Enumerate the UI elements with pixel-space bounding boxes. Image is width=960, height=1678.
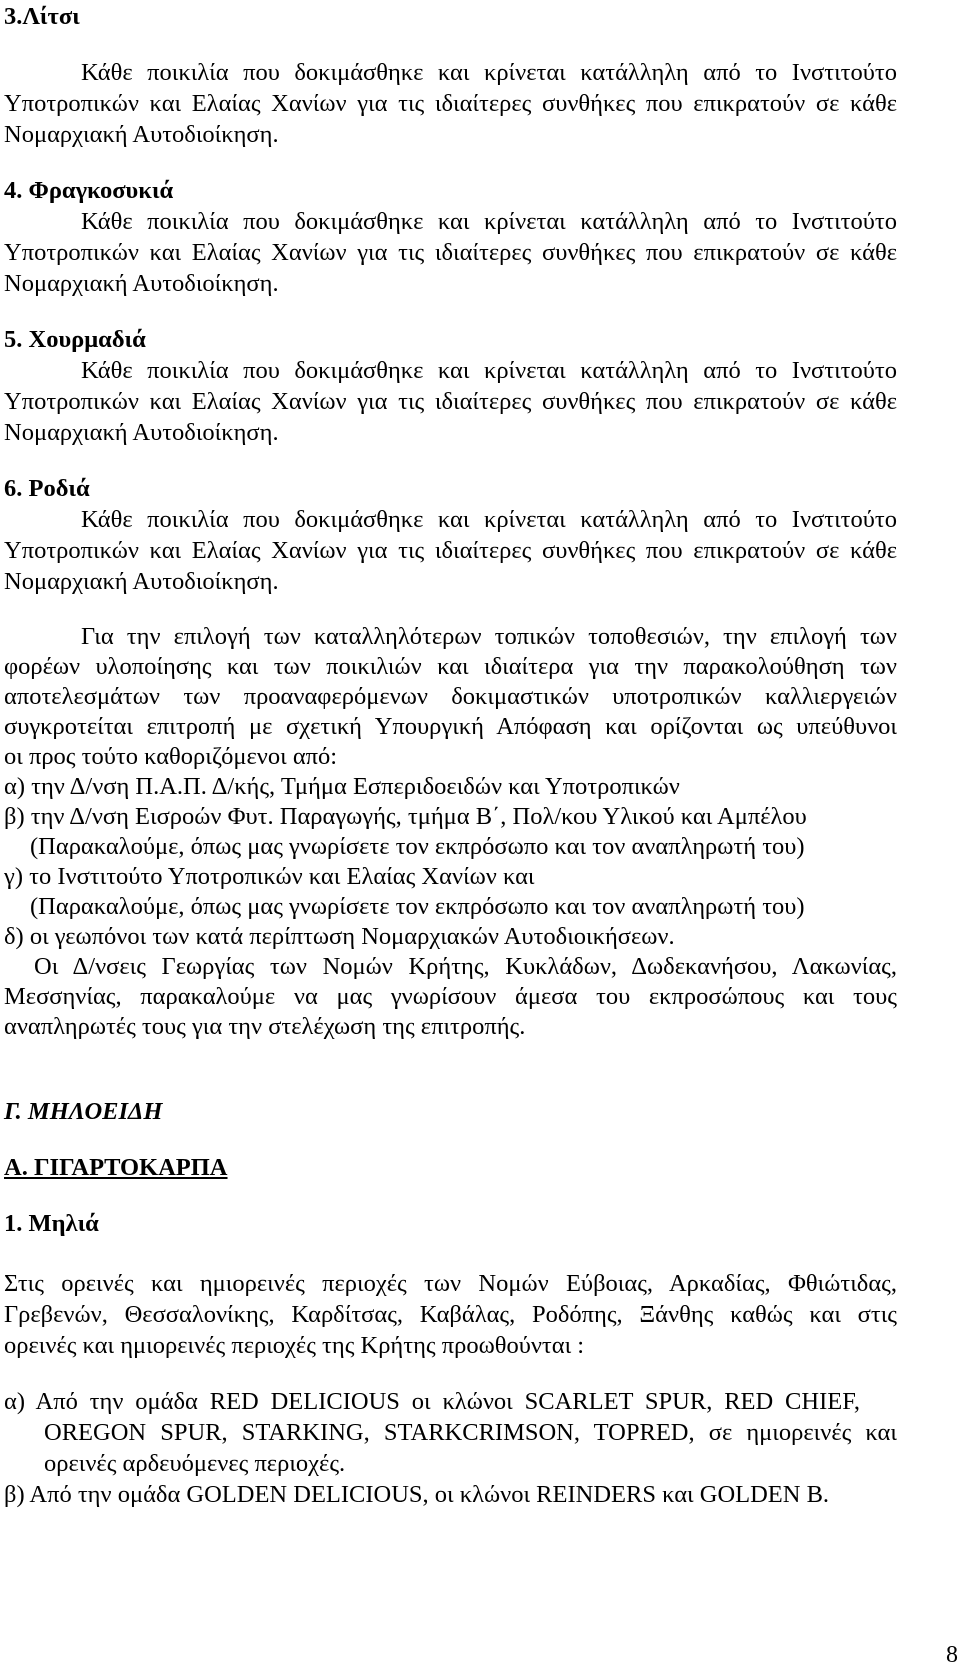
paragraph-line: φορέων υλοποίησης και των ποικιλιών και ιδιαίτερα για την παρακολούθηση των (4, 653, 897, 680)
page-number: 8 (946, 1642, 958, 1668)
paragraph-line: Νομαρχιακή Αυτοδιοίκηση. (4, 270, 279, 297)
paragraph-line: Υποτροπικών και Ελαίας Χανίων για τις ιδιαίτερες συνθήκες που επικρατούν σε κάθε (4, 537, 897, 564)
list-item-continued: ορεινές αρδευόμενες περιοχές. (44, 1450, 346, 1477)
section-heading-date-palm: 5. Χουρμαδιά (4, 326, 146, 353)
paragraph-line: Στις ορεινές και ημιορεινές περιοχές των Νομών Εύβοιας, Αρκαδίας, Φθιώτιδας, (4, 1270, 897, 1297)
paragraph-line: Νομαρχιακή Αυτοδιοίκηση. (4, 121, 279, 148)
paragraph-line: Για την επιλογή των καταλληλότερων τοπικών τοποθεσιών, την επιλογή των (81, 623, 897, 650)
heading-pome: Α. ΓΙΓΑΡΤΟΚΑΡΠΑ (4, 1154, 228, 1181)
paragraph-line: Νομαρχιακή Αυτοδιοίκηση. (4, 568, 279, 595)
paragraph-line: ορεινές και ημιορεινές περιοχές της Κρήτης προωθούνται : (4, 1332, 585, 1359)
paragraph-line: Υποτροπικών και Ελαίας Χανίων για τις ιδιαίτερες συνθήκες που επικρατούν σε κάθε (4, 388, 897, 415)
paragraph-line: Κάθε ποικιλία που δοκιμάσθηκε και κρίνεται κατάλληλη από το Ινστιτούτο (81, 506, 897, 533)
paragraph-line: Υποτροπικών και Ελαίας Χανίων για τις ιδιαίτερες συνθήκες που επικρατούν σε κάθε (4, 239, 897, 266)
paragraph-line: αποτελεσμάτων των προαναφερόμενων δοκιμαστικών υποτροπικών καλλιεργειών (4, 683, 897, 710)
paragraph-line: Υποτροπικών και Ελαίας Χανίων για τις ιδιαίτερες συνθήκες που επικρατούν σε κάθε (4, 90, 897, 117)
list-item: γ) το Ινστιτούτο Υποτροπικών και Ελαίας Χανίων και (4, 863, 535, 890)
list-item: β) Από την ομάδα GOLDEN DELICIOUS, οι κλώνοι REINDERS και GOLDEN B. (4, 1481, 830, 1508)
paragraph-line: Κάθε ποικιλία που δοκιμάσθηκε και κρίνεται κατάλληλη από το Ινστιτούτο (81, 208, 897, 235)
paragraph-line: οι προς τούτο καθοριζόμενοι από: (4, 743, 338, 770)
list-item: α) Από την ομάδα RED DELICIOUS οι κλώνοι SCARLET SPUR, RED CHIEF, (4, 1388, 860, 1415)
paragraph-line: Μεσσηνίας, παρακαλούμε να μας γνωρίσουν άμεσα του εκπροσώπους και τους (4, 983, 897, 1010)
section-heading-prickly-pear: 4. Φραγκοσυκιά (4, 177, 174, 204)
list-item: α) την Δ/νση Π.Α.Π. Δ/κής, Τμήμα Εσπεριδοειδών και Υποτροπικών (4, 773, 680, 800)
list-item-continued: OREGON SPUR, STARKING, STARKCRIMSON, TOPRED, σε ημιορεινές και (44, 1419, 897, 1446)
section-heading-apple: 1. Μηλιά (4, 1210, 99, 1237)
paragraph-line: Οι Δ/νσεις Γεωργίας των Νομών Κρήτης, Κυκλάδων, Δωδεκανήσου, Λακωνίας, (34, 953, 897, 980)
paragraph-line: Νομαρχιακή Αυτοδιοίκηση. (4, 419, 279, 446)
paragraph-line: Κάθε ποικιλία που δοκιμάσθηκε και κρίνεται κατάλληλη από το Ινστιτούτο (81, 357, 897, 384)
paragraph-line: αναπληρωτές τους για την στελέχωση της επιτροπής. (4, 1013, 526, 1040)
section-heading-lychee: 3.Λίτσι (4, 3, 80, 30)
section-heading-pomegranate: 6. Ροδιά (4, 475, 90, 502)
paragraph-line: συγκροτείται επιτροπή με σχετική Υπουργική Απόφαση και ορίζονται ως υπεύθυνοι (4, 713, 897, 740)
list-note: (Παρακαλούμε, όπως μας γνωρίσετε τον εκπρόσωπο και τον αναπληρωτή του) (30, 833, 805, 860)
paragraph-line: Κάθε ποικιλία που δοκιμάσθηκε και κρίνεται κατάλληλη από το Ινστιτούτο (81, 59, 897, 86)
heading-pome-fruits: Γ. ΜΗΛΟΕΙΔΗ (4, 1098, 163, 1125)
list-note: (Παρακαλούμε, όπως μας γνωρίσετε τον εκπρόσωπο και τον αναπληρωτή του) (30, 893, 805, 920)
list-item: δ) οι γεωπόνοι των κατά περίπτωση Νομαρχιακών Αυτοδιοικήσεων. (4, 923, 675, 950)
list-item: β) την Δ/νση Εισροών Φυτ. Παραγωγής, τμήμα Β΄, Πολ/κου Υλικού και Αμπέλου (4, 803, 807, 830)
paragraph-line: Γρεβενών, Θεσσαλονίκης, Καρδίτσας, Καβάλας, Ροδόπης, Ξάνθης καθώς και στις (4, 1301, 897, 1328)
